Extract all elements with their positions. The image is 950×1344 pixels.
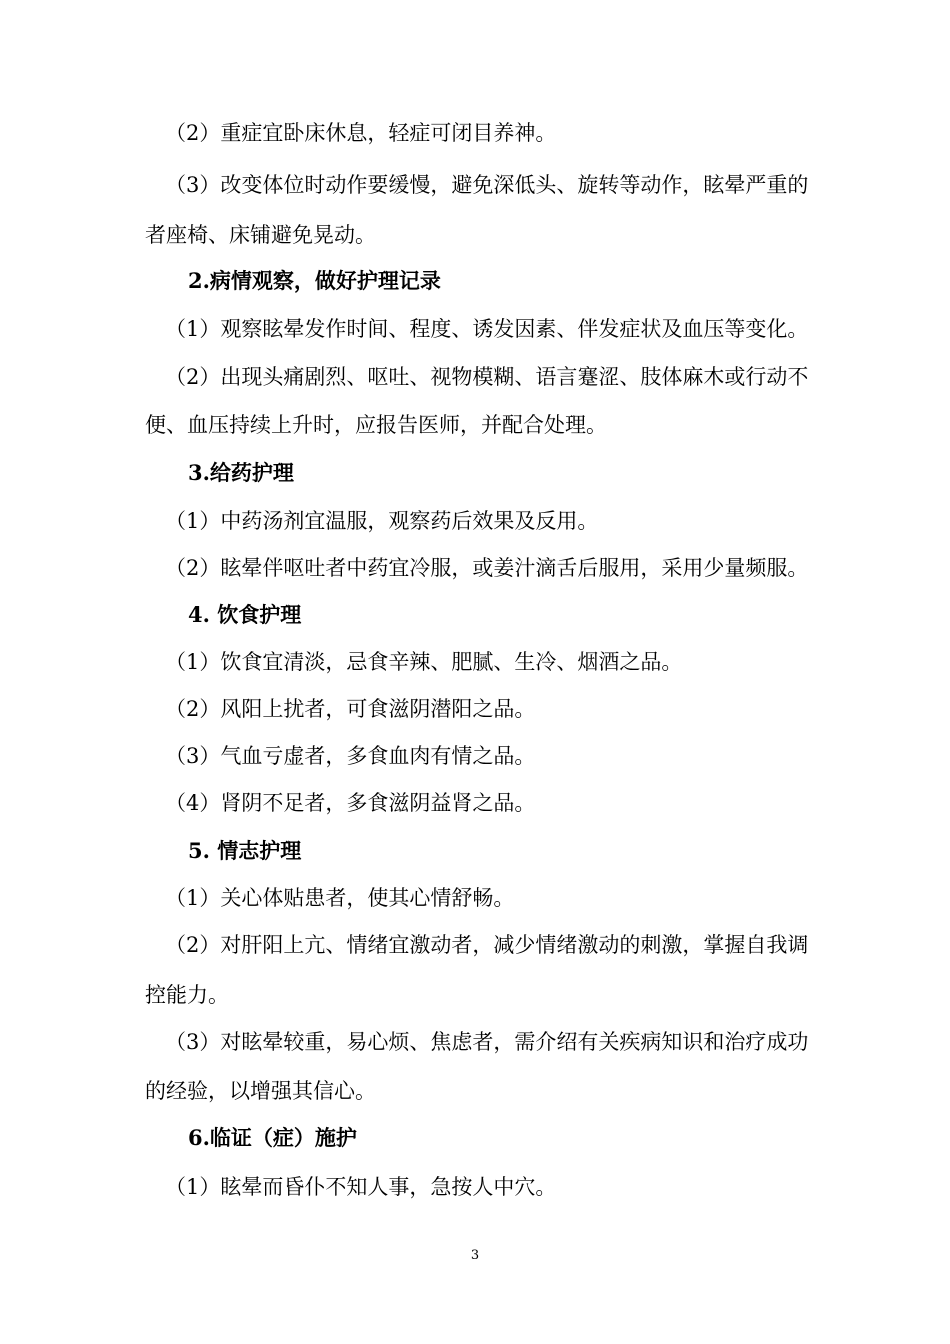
paragraph-line: （1）眩晕而昏仆不知人事，急按人中穴。 [165, 1175, 557, 1199]
section-heading: 6.临证（症）施护 [188, 1125, 357, 1150]
paragraph-line: （2）出现头痛剧烈、呕吐、视物模糊、语言蹇涩、肢体麻木或行动不 [165, 365, 809, 389]
paragraph-line: （1）饮食宜清淡，忌食辛辣、肥腻、生冷、烟酒之品。 [165, 650, 683, 674]
section-heading: 5. 情志护理 [188, 838, 302, 863]
section-heading: 3.给药护理 [188, 460, 294, 485]
paragraph-line: 控能力。 [145, 983, 229, 1007]
paragraph-line: （4）肾阴不足者，多食滋阴益肾之品。 [165, 791, 536, 815]
paragraph-line: （1）观察眩晕发作时间、程度、诱发因素、伴发症状及血压等变化。 [165, 317, 809, 341]
page-number: 3 [470, 1248, 480, 1263]
paragraph-line: （3）气血亏虚者，多食血肉有情之品。 [165, 744, 536, 768]
paragraph-line: 便、血压持续上升时，应报告医师，并配合处理。 [145, 413, 607, 437]
paragraph-line: （3）对眩晕较重，易心烦、焦虑者，需介绍有关疾病知识和治疗成功 [165, 1030, 809, 1054]
paragraph-line: （2）对肝阳上亢、情绪宜激动者，减少情绪激动的刺激，掌握自我调 [165, 933, 809, 957]
paragraph-line: （3）改变体位时动作要缓慢，避免深低头、旋转等动作，眩晕严重的 [165, 173, 809, 197]
paragraph-line: （2）风阳上扰者，可食滋阴潜阳之品。 [165, 697, 536, 721]
paragraph-line: （2）重症宜卧床休息，轻症可闭目养神。 [165, 121, 557, 145]
paragraph-line: （2）眩晕伴呕吐者中药宜冷服，或姜汁滴舌后服用，采用少量频服。 [165, 556, 809, 580]
paragraph-line: （1）中药汤剂宜温服，观察药后效果及反用。 [165, 509, 599, 533]
paragraph-line: 者座椅、床铺避免晃动。 [145, 223, 376, 247]
section-heading: 2.病情观察，做好护理记录 [188, 268, 441, 293]
paragraph-line: 的经验，以增强其信心。 [145, 1079, 376, 1103]
section-heading: 4. 饮食护理 [188, 602, 302, 627]
paragraph-line: （1）关心体贴患者，使其心情舒畅。 [165, 886, 515, 910]
